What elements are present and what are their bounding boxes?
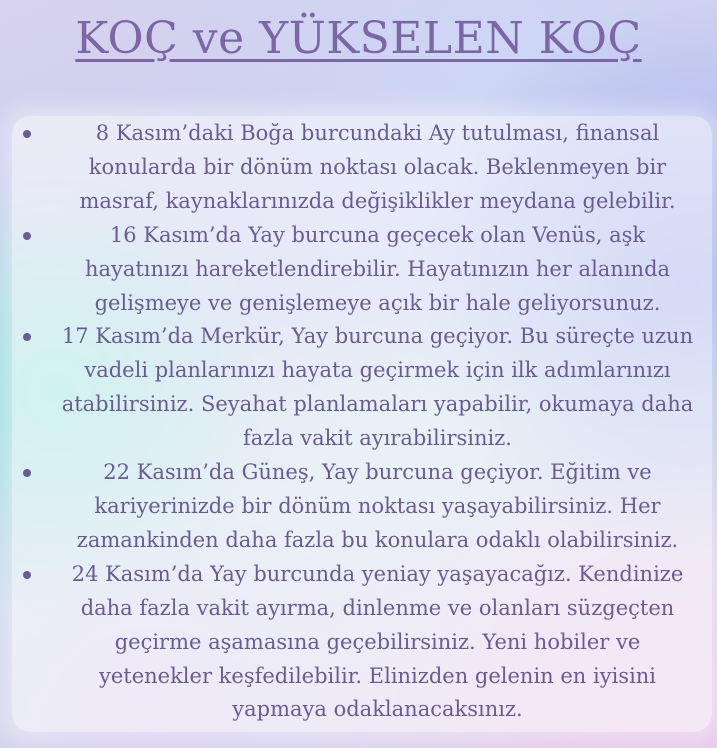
list-item-text: 22 Kasım’da Güneş, Yay burcuna geçiyor. Eğitim ve kariyerinizde bir dönüm noktası yaşayabilirsiniz. Her zamankinden daha fazla bu konulara odaklı olabilirsiniz. [76, 460, 679, 552]
list-item-text: 16 Kasım’da Yay burcuna geçecek olan Venüs, aşk hayatınızı hareketlendirebilir. Hayatınızın her alanında gelişmeye ve genişlemeye açık bir hale geliyorsunuz. [84, 222, 671, 315]
bullet-icon [23, 571, 31, 579]
bullet-icon [23, 232, 31, 240]
list-item [0, 320, 717, 456]
list-item [0, 219, 717, 321]
list-item [0, 456, 717, 558]
list-item [0, 558, 717, 728]
list-item-text: 17 Kasım’da Merkür, Yay burcuna geçiyor. Bu süreçte uzun vadeli planlarınızı hayata geçirmek için ilk adımlarınızı atabilirsiniz. Seyahat planlamaları yapabilir, okumaya daha fazla vakit ayırabilirsiniz. [61, 324, 694, 451]
list-item-text: 8 Kasım’daki Boğa burcundaki Ay tutulması, finansal konularda bir dönüm noktası olacak. Beklenmeyen bir masraf, kaynaklarınızda değişiklikler meydana gelebilir. [79, 121, 676, 213]
list-item-text: 24 Kasım’da Yay burcunda yeniay yaşayacağız. Kendinize daha fazla vakit ayırma, dinlenme ve olanları süzgeçten geçirme aşamasına geçebilirsiniz. Yeni hobiler ve yetenekler keşfedilebilir. Elinizden gelenin en iyisini yapmaya odaklanacaksınız. [71, 561, 684, 722]
page-title: KOÇ ve YÜKSELEN KOÇ [75, 13, 642, 64]
list-item [0, 117, 717, 219]
bullet-icon [23, 333, 31, 341]
horoscope-bullet-list [0, 117, 717, 727]
bullet-icon [23, 469, 31, 477]
bullet-icon [23, 130, 31, 138]
